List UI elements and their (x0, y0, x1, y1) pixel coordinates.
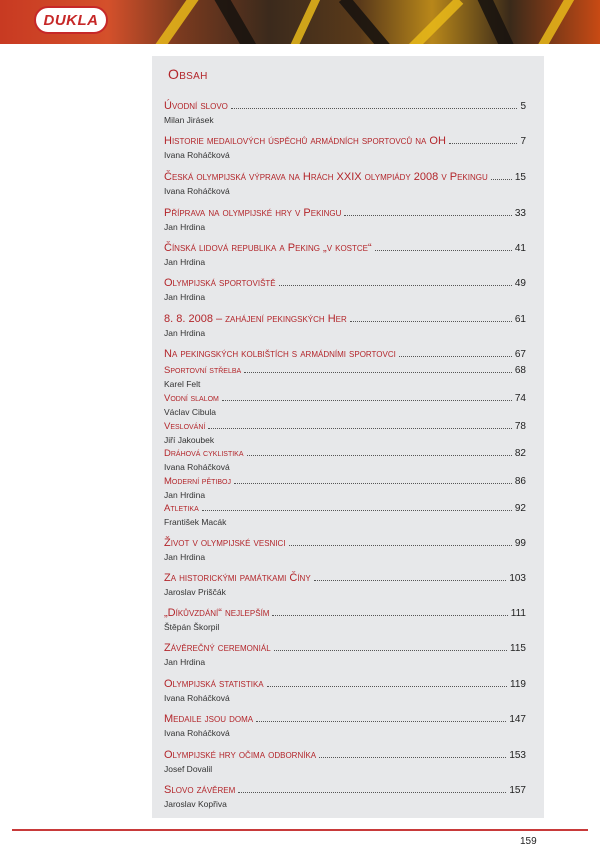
toc-entry-line (164, 348, 526, 361)
toc-entry-author: Ivana Roháčková (164, 728, 230, 738)
toc-entry-title: Olympijská statistika (164, 678, 264, 690)
toc-entry[interactable] (164, 713, 526, 739)
toc-entry[interactable] (164, 171, 526, 197)
toc-entry-author: Ivana Roháčková (164, 693, 230, 703)
toc-entry-line (164, 642, 526, 655)
toc-entry[interactable] (164, 135, 526, 161)
toc-entry-line (164, 207, 526, 220)
toc-entry-author: Štěpán Škorpil (164, 622, 220, 632)
banner-beam (407, 0, 464, 44)
toc-entry[interactable] (164, 502, 526, 528)
toc-entry[interactable] (164, 607, 526, 633)
toc-entry-author: Josef Dovalil (164, 764, 213, 774)
toc-entry-page: 147 (509, 714, 526, 725)
toc-entry-title: Historie medailových úspěchů armádních sportovců na OH (164, 135, 446, 147)
dot-leader (399, 356, 512, 357)
toc-entry[interactable] (164, 100, 526, 126)
toc-entry-page: 78 (514, 421, 526, 432)
toc-entry[interactable] (164, 420, 526, 446)
toc-entry[interactable] (164, 364, 526, 390)
dot-leader (222, 400, 512, 401)
toc-entry-line (164, 678, 526, 691)
toc-entry-author: Jiří Jakoubek (164, 435, 215, 445)
banner-beam (533, 0, 576, 44)
toc-entry[interactable] (164, 207, 526, 233)
dot-leader (289, 545, 512, 546)
dot-leader (231, 108, 518, 109)
toc-entry-title: Život v olympijské vesnici (164, 537, 286, 549)
dot-leader (314, 580, 507, 581)
toc-entry-page: 153 (509, 750, 526, 761)
toc-entry-author: Jan Hrdina (164, 552, 206, 562)
dot-leader (319, 757, 506, 758)
toc-entry[interactable] (164, 242, 526, 268)
toc-entry-line (164, 749, 526, 762)
toc-entry-line (164, 537, 526, 550)
toc-entry[interactable] (164, 277, 526, 303)
banner-beam (151, 0, 199, 44)
dot-leader (267, 686, 507, 687)
toc-entry-title: Olympijská sportoviště (164, 277, 276, 289)
toc-entry-line (164, 713, 526, 726)
toc-entry-title: Olympijské hry očima odborníka (164, 749, 317, 761)
toc-entry-author: Jaroslav Priščák (164, 587, 226, 597)
toc-entry-title: Úvodní slovo (164, 100, 228, 112)
toc-entry-title: Na pekingských kolbištích s armádními sportovci (164, 348, 396, 360)
toc-entry[interactable] (164, 475, 526, 501)
toc-entry[interactable] (164, 678, 526, 704)
toc-entry[interactable] (164, 642, 526, 668)
dot-leader (449, 143, 518, 144)
banner-beam (213, 0, 260, 44)
toc-entry-page: 7 (520, 136, 526, 147)
dot-leader (344, 215, 511, 216)
banner-beam (476, 0, 518, 44)
toc-entry-page: 103 (509, 573, 526, 584)
dot-leader (247, 455, 512, 456)
dot-leader (234, 483, 512, 484)
toc-entry-author: Jan Hrdina (164, 257, 206, 267)
toc-entry-page: 33 (514, 208, 526, 219)
toc-entry-author: Jan Hrdina (164, 490, 206, 500)
dot-leader (238, 792, 506, 793)
toc-entry-author: Václav Cibula (164, 407, 216, 417)
toc-entry[interactable] (164, 572, 526, 598)
toc-entry-line (164, 784, 526, 797)
toc-entry[interactable] (164, 749, 526, 775)
toc-entry-title: Čínská lidová republika a Peking „v kostce“ (164, 242, 372, 254)
toc-entry-author: Jan Hrdina (164, 328, 206, 338)
toc-entry[interactable] (164, 447, 526, 473)
toc-entry-page: 41 (514, 243, 526, 254)
dot-leader (202, 510, 512, 511)
toc-entry[interactable] (164, 537, 526, 563)
toc-entry-author: Ivana Roháčková (164, 186, 230, 196)
toc-entry-author: Ivana Roháčková (164, 150, 230, 160)
toc-entry-line (164, 447, 526, 460)
toc-entry[interactable] (164, 313, 526, 339)
toc-entry-page: 67 (514, 349, 526, 360)
toc-entry-page: 92 (514, 503, 526, 514)
toc-entry-title: Dráhová cyklistika (164, 448, 244, 459)
toc-entry-line (164, 607, 526, 620)
toc-entry-title: Česká olympijská výprava na Hrách XXIX olympiády 2008 v Pekingu (164, 171, 488, 183)
toc-entry-line (164, 135, 526, 148)
toc-entry-title: Atletika (164, 503, 199, 514)
dot-leader (256, 721, 506, 722)
toc-entry-line (164, 171, 526, 184)
dot-leader (350, 321, 512, 322)
dot-leader (274, 650, 507, 651)
dot-leader (272, 615, 507, 616)
toc-entry-author: Jaroslav Kopřiva (164, 799, 227, 809)
page-title: Obsah (168, 66, 208, 82)
toc-entry-title: Slovo závěrem (164, 784, 236, 796)
toc-entry-author: František Macák (164, 517, 227, 527)
toc-entry-page: 15 (514, 172, 526, 183)
header-photo-banner (0, 0, 600, 44)
toc-entry-line (164, 100, 526, 113)
toc-entry-page: 157 (509, 785, 526, 796)
toc-entry[interactable] (164, 348, 526, 361)
toc-entry-title: Veslování (164, 421, 206, 432)
toc-entry[interactable] (164, 392, 526, 418)
toc-entry-author: Milan Jirásek (164, 115, 214, 125)
toc-entry-title: Příprava na olympijské hry v Pekingu (164, 207, 342, 219)
toc-entry-page: 49 (514, 278, 526, 289)
dukla-logo: DUKLA (34, 6, 108, 34)
page-number: 159 (520, 836, 537, 847)
bottom-divider (12, 829, 588, 831)
toc-entry-page: 74 (514, 393, 526, 404)
toc-entry-page: 5 (520, 101, 526, 112)
toc-entry-author: Ivana Roháčková (164, 462, 230, 472)
toc-entry-page: 99 (514, 538, 526, 549)
toc-entry-line (164, 277, 526, 290)
toc-entry-author: Jan Hrdina (164, 222, 206, 232)
toc-entry-title: Vodní slalom (164, 393, 219, 404)
toc-entry-page: 115 (510, 643, 526, 654)
toc-entry-author: Jan Hrdina (164, 292, 206, 302)
dot-leader (279, 285, 512, 286)
toc-entry-line (164, 420, 526, 433)
toc-entry-line (164, 364, 526, 377)
toc-entry-line (164, 313, 526, 326)
toc-entry-page: 82 (514, 448, 526, 459)
toc-entry-line (164, 502, 526, 515)
toc-entry-page: 119 (510, 679, 526, 690)
toc-entry-line (164, 242, 526, 255)
dot-leader (244, 372, 512, 373)
toc-entry-author: Karel Felt (164, 379, 201, 389)
banner-beam (339, 0, 393, 44)
dot-leader (491, 179, 512, 180)
toc-entry[interactable] (164, 784, 526, 810)
toc-entry-title: „Díkůvzdání“ nejlepším (164, 607, 270, 619)
toc-entry-line (164, 475, 526, 488)
banner-beam (286, 0, 323, 44)
dot-leader (208, 428, 512, 429)
toc-entry-title: Moderní pětiboj (164, 476, 231, 487)
toc-entry-page: 61 (514, 314, 526, 325)
toc-entry-title: Medaile jsou doma (164, 713, 254, 725)
toc-entry-author: Jan Hrdina (164, 657, 206, 667)
toc-entry-page: 111 (510, 608, 526, 619)
toc-entry-page: 86 (514, 476, 526, 487)
dot-leader (375, 250, 512, 251)
toc-entry-title: Sportovní střelba (164, 365, 242, 376)
toc-entry-title: Za historickými památkami Číny (164, 572, 311, 584)
toc-entry-title: Závěrečný ceremoniál (164, 642, 271, 654)
toc-entry-title: 8. 8. 2008 – zahájení pekingských Her (164, 313, 347, 325)
toc-entry-line (164, 392, 526, 405)
toc-entry-page: 68 (514, 365, 526, 376)
toc-entry-line (164, 572, 526, 585)
